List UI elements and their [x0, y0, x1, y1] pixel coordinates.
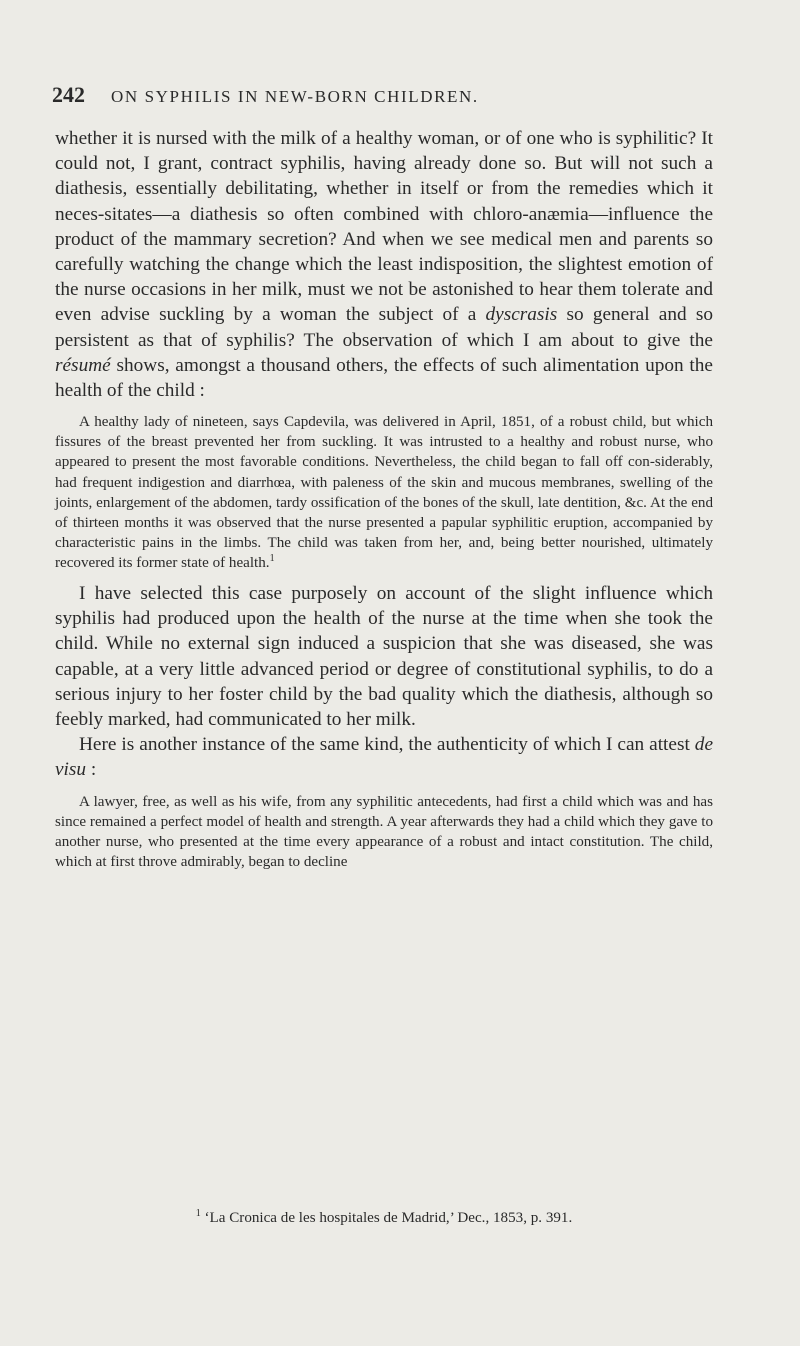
italic-term: dyscrasis [485, 304, 558, 326]
paragraph-text: Here is another instance of the same kind, the authenticity of which I can attest [79, 734, 695, 756]
paragraph-text: : [86, 759, 97, 781]
footnote-mark: 1 [195, 1207, 201, 1219]
case-text: A healthy lady of nineteen, says Capdevila, was delivered in April, 1851, of a robust child, but which fissures of the breast prevented her from suckling. It was intrusted to a healthy and robust nurse, who appeared to present the most favorable conditions. Nevertheless, the child began to fall off con-siderably, had frequent indigestion and diarrhœa, with paleness of the skin and mucous membranes, swelling of the joints, enlargement of the abdomen, tardy ossification of the bones of the skull, late dentition, &c. At the end of thirteen months it was observed that the nurse presented a papular syphilitic eruption, accompanied by characteristic pains in the limbs. The child was taken from her, and, being better nourished, ultimately recovered its former state of health. [55, 414, 713, 571]
italic-term: de visu [55, 734, 713, 781]
footnote-reference: 1 [269, 552, 275, 564]
paragraph-text: so general and so persistent as that of syphilis? The observation of which I am about to give the [55, 304, 713, 351]
paragraph-another-instance [55, 732, 713, 782]
page-number: 242 [52, 82, 85, 107]
running-title: ON SYPHILIS IN NEW-BORN CHILDREN. [111, 87, 479, 106]
paragraph-continuation [55, 126, 713, 403]
footnote [55, 1208, 713, 1228]
italic-term: résumé [55, 354, 111, 376]
page-body [55, 126, 713, 880]
footnote-text: ‘La Cronica de les hospitales de Madrid,’ Dec., 1853, p. 391. [200, 1210, 573, 1226]
case-report-capdevila [55, 412, 713, 573]
paragraph-text: whether it is nursed with the milk of a healthy woman, or of one who is syphilitic? It could not, I grant, contract syphilis, having already done so. But will not such a diathesis, essentially debilitating, whether in itself or from the remedies which it neces-sitates—a diathesis so often combined with chloro-anæmia—influence the product of the mammary secretion? And when we see medical men and parents so carefully watching the change which the least indisposition, the slightest emotion of the nurse occasions in her milk, must we not be astonished to hear them tolerate and even advise suckling by a woman the subject of a [55, 128, 713, 326]
case-report-lawyer: A lawyer, free, as well as his wife, from any syphilitic antecedents, had first a child which was and has since remained a perfect model of health and strength. A year afterwards they had a child which they gave to another nurse, who presented at the time every appearance of a robust and intact constitution. The child, which at first throve admirably, began to decline [55, 793, 713, 870]
paragraph-commentary: I have selected this case purposely on account of the slight influence which syphilis had produced upon the health of the nurse at the time when she took the child. While no external sign induced a suspicion that she was diseased, she was capable, at a very little advanced period or degree of constitutional syphilis, to do a serious injury to her foster child by the bad quality which the diathesis, although so feebly marked, had communicated to her milk. [55, 582, 713, 730]
paragraph-text: shows, amongst a thousand others, the effects of such alimentation upon the health of the child : [55, 354, 713, 402]
running-header [52, 82, 712, 108]
